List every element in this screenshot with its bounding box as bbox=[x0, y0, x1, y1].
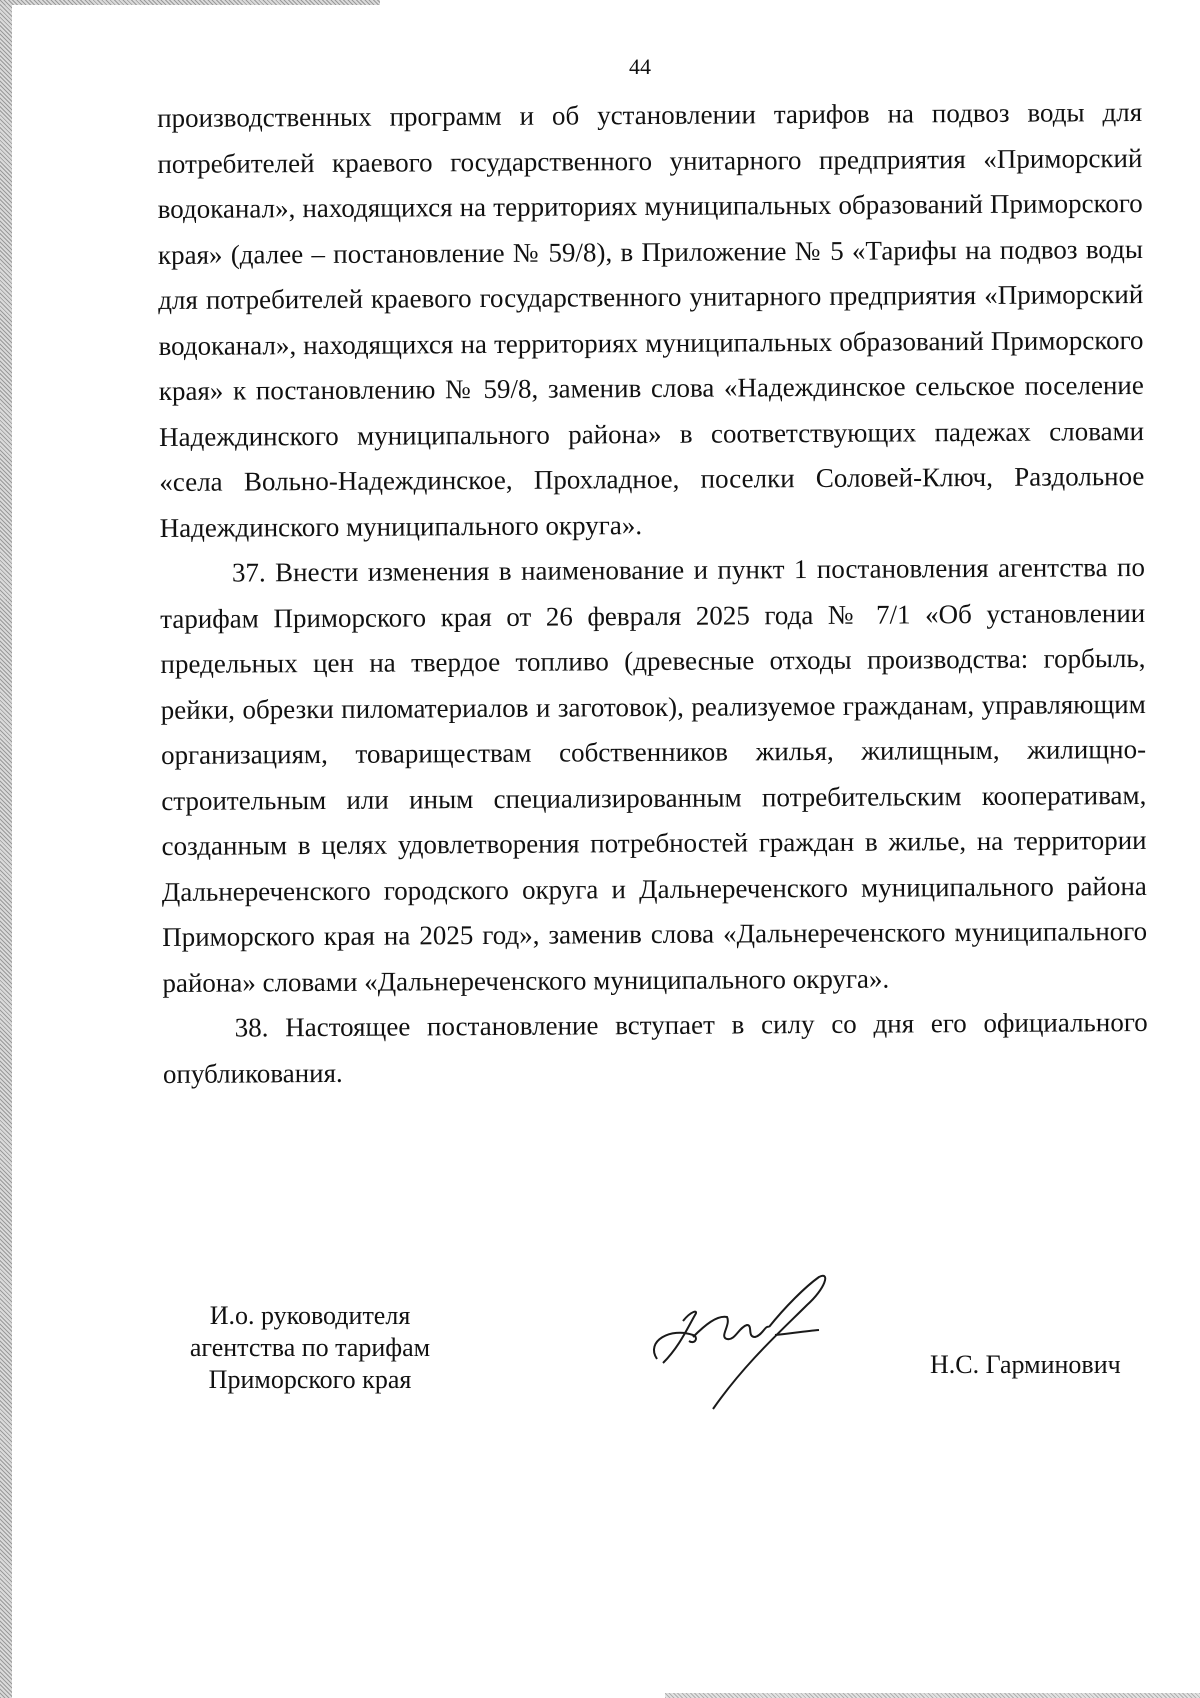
handwritten-signature-icon bbox=[635, 1265, 840, 1415]
signatory-position-line: И.о. руководителя bbox=[209, 1301, 411, 1330]
paragraph-item-37: 37. Внести изменения в наименование и пункт 1 постановления агентства по тарифам Приморского края от 26 февраля 2025 года № 7/1 «Об установлении предельных цен на твердое топливо (древесные отходы производства: горбыль, рейки, обрезки пиломатериалов и заготовок), реализуемое гражданам, управляющим организациям, товариществам собственников жилья, жилищным, жилищно-строительным или иным специализированным потребительским кооперативам, созданным в целях удовлетворения потребностей граждан в жилье, на территории Дальнереченского городского округа и Дальнереченского муниципального района Приморского края на 2025 год», заменив слова «Дальнереченского муниципального района» словами «Дальнереченского муниципального округа». bbox=[160, 551, 1148, 998]
signatory-position-line: агентства по тарифам bbox=[189, 1333, 431, 1362]
document-body bbox=[157, 90, 1148, 1097]
page-number: 44 bbox=[629, 54, 651, 79]
signatory-name: Н.С. Гарминович bbox=[930, 1350, 1121, 1379]
scan-edge-top bbox=[0, 0, 380, 5]
scan-edge-bottom bbox=[665, 1693, 1200, 1698]
paragraph-item-38: 38. Настоящее постановление вступает в силу со дня его официального опубликования. bbox=[162, 1006, 1148, 1089]
paragraph-continuation: производственных программ и об установлении тарифов на подвоз воды для потребителей краевого государственного унитарного предприятия «Приморский водоканал», находящихся на территориях муниципальных образований Приморского края» (далее – постановление № 59/8), в Приложение № 5 «Тарифы на подвоз воды для потребителей краевого государственного унитарного предприятия «Приморский водоканал», находящихся на территориях муниципальных образований Приморского края» к постановлению № 59/8, заменив слова «Надеждинское сельское поселение Надеждинского муниципального района» в соответствующих падежах словами «села Вольно-Надеждинское, Прохладное, поселки Соловей-Ключ, Раздольное Надеждинского муниципального округа». bbox=[157, 96, 1145, 543]
signatory-position-line: Приморского края bbox=[208, 1365, 412, 1394]
signatory-position bbox=[160, 1300, 460, 1396]
scan-edge-left bbox=[0, 0, 12, 1698]
